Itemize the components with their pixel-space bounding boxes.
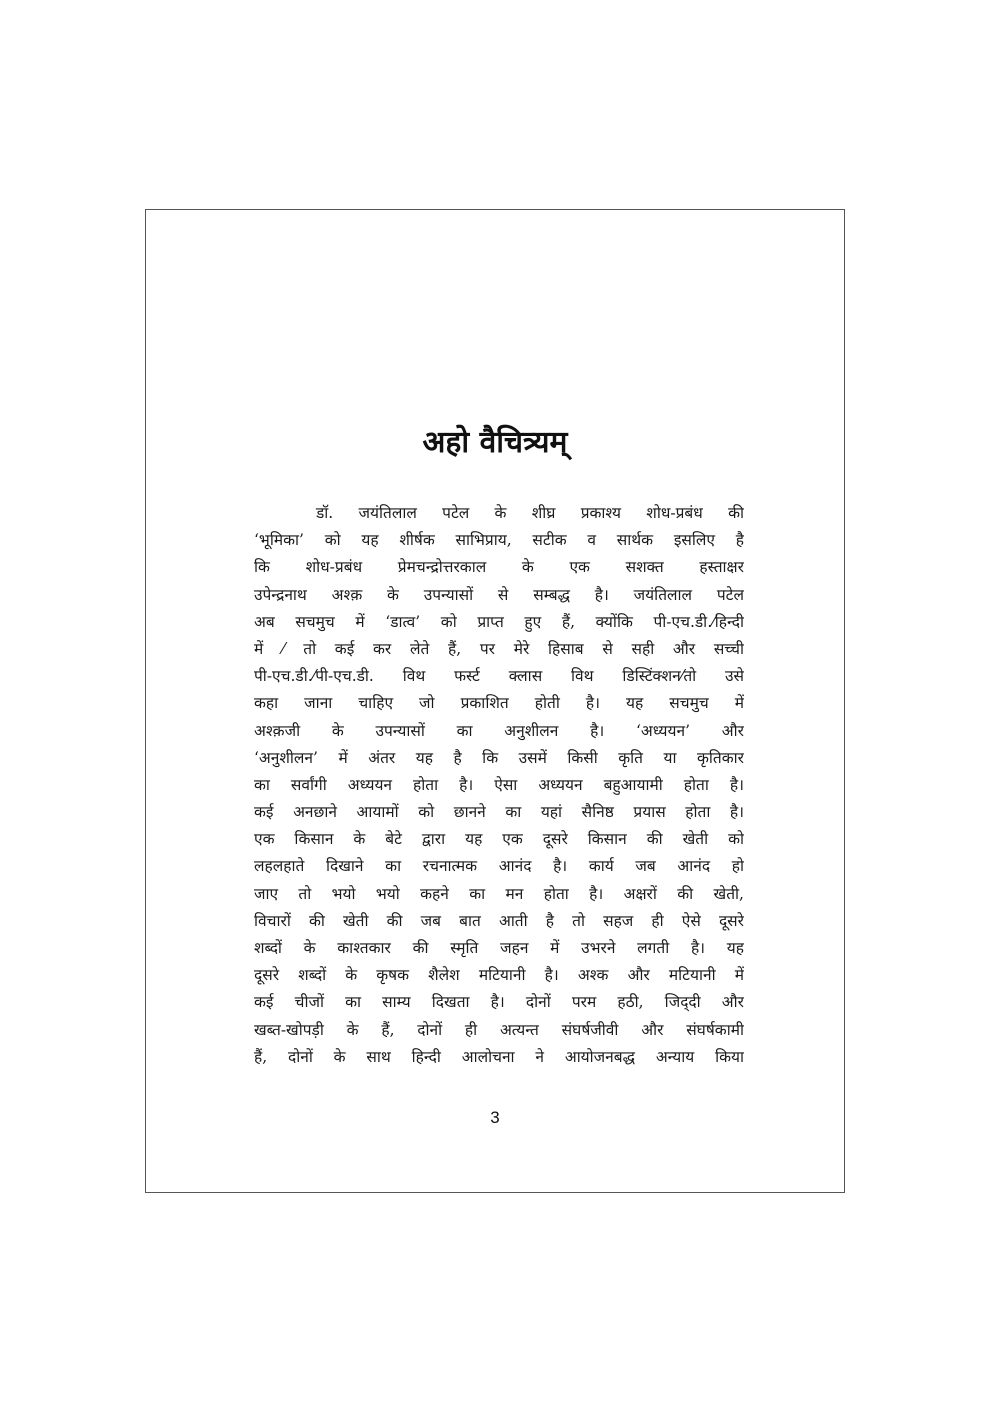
text-line: ‘अनुशीलन’ में अंतर यह है कि उसमें किसी कृति या कृतिकार <box>254 748 744 767</box>
text-line: का सर्वांगी अध्ययन होता है। ऐसा अध्ययन बहुआयामी होता है। <box>254 775 744 794</box>
chapter-title: अहो वैचित्र्यम् <box>422 425 568 460</box>
text-line: खब्त-खोपड़ी के हैं, दोनों ही अत्यन्त संघर्षजीवी और संघर्षकामी <box>254 1020 744 1039</box>
text-line: कहा जाना चाहिए जो प्रकाशित होती है। यह सचमुच में <box>254 694 744 713</box>
text-line: अश्क़जी के उपन्यासों का अनुशीलन है। ‘अध्ययन’ और <box>254 721 744 740</box>
text-line: अब सचमुच में ‘डात्व’ को प्राप्त हुए हैं, क्योंकि पी-एच.डी.⁄हिन्दी <box>254 612 744 631</box>
text-line: दूसरे शब्दों के कृषक शैलेश मटियानी है। अश्क और मटियानी में <box>254 966 744 985</box>
text-line: एक किसान के बेटे द्वारा यह एक दूसरे किसान की खेती को <box>254 830 744 849</box>
text-line: कई चीजों का साम्य दिखता है। दोनों परम हठी, जिद्‌दी और <box>254 993 744 1012</box>
page-number: 3 <box>490 1108 500 1127</box>
text-line: हैं, दोनों के साथ हिन्दी आलोचना ने आयोजनबद्ध अन्याय किया <box>254 1047 744 1066</box>
text-line: विचारों की खेती की जब बात आती है तो सहज ही ऐसे दूसरे <box>254 911 744 930</box>
text-line: डॉ. जयंतिलाल पटेल के शीघ्र प्रकाश्य शोध-प्रबंध की <box>316 504 744 522</box>
text-line: में ⁄ तो कई कर लेते हैं, पर मेरे हिसाब से सही और सच्ची <box>254 639 744 658</box>
text-line: जाए तो भयो भयो कहने का मन होता है। अक्षरों की खेती, <box>254 884 744 903</box>
text-line: कि शोध-प्रबंध प्रेमचन्द्रोत्तरकाल के एक सशक्त हस्ताक्षर <box>254 558 744 577</box>
text-line: कई अनछाने आयामों को छानने का यहां सैनिष्ठ प्रयास होता है। <box>254 803 744 822</box>
text-line: पी-एच.डी.⁄पी-एच.डी. विथ फर्स्ट क्लास विथ डिस्टिंक्शन⁄तो उसे <box>254 667 744 686</box>
text-line: उपेन्द्रनाथ अश्क़ के उपन्यासों से सम्बद्ध है। जयंतिलाल पटेल <box>254 585 744 604</box>
text-line: ‘भूमिका’ को यह शीर्षक साभिप्राय, सटीक व सार्थक इसलिए है <box>254 531 744 550</box>
body-paragraph <box>254 500 744 1071</box>
text-line: लहलहाते दिखाने का रचनात्मक आनंद है। कार्य जब आनंद हो <box>254 857 744 876</box>
text-line: शब्दों के काश्तकार की स्मृति जहन में उभरने लगती है। यह <box>254 939 744 957</box>
